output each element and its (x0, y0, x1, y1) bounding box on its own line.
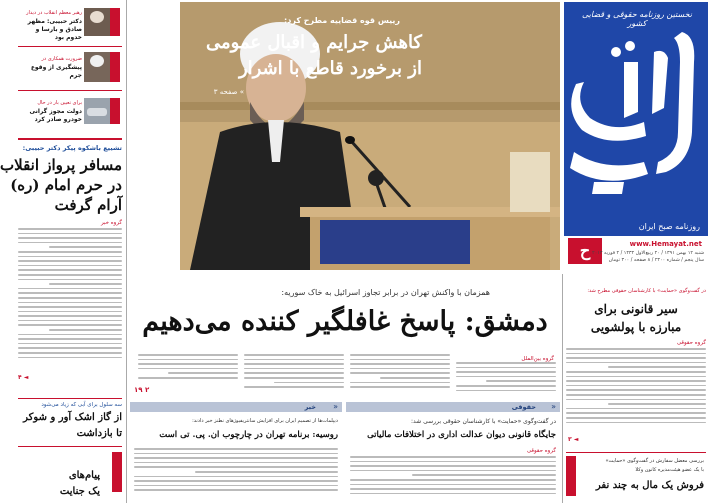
masthead (564, 2, 708, 260)
hero-headline-1[interactable]: کاهش جرایم و اقبال عمومی (206, 32, 422, 53)
left-story-more: ◄ ۴ (18, 374, 29, 381)
masthead-info (564, 236, 708, 270)
section-bar-left (130, 402, 342, 412)
teaser-1-badge (110, 8, 120, 36)
left-story-kicker: تشییع باشکوه پیکر دکتر حبیبی: (22, 144, 122, 152)
right-story1-headline-1[interactable]: سیر قانونی برای (594, 302, 678, 316)
teaser-3-title: دولت مجوز گرانی خودرو صادر کرد (29, 108, 82, 123)
main-kicker: همزمان با واکنش تهران در برابر تجاوز اسرائیل به خاک سوریه: (281, 288, 490, 297)
right-story2-badge (566, 456, 576, 496)
teaser-3[interactable] (16, 94, 124, 130)
section-bar-right (346, 402, 560, 412)
website[interactable]: www.Hemayat.net (629, 240, 702, 248)
left-bottom-badge (112, 452, 122, 492)
issue-line: سال پنجم / شماره ۲۳۰۰ / ۸ صفحه / ۳۰۰ تومان (608, 258, 704, 263)
teaser-2-kicker: ضرورت همکاری در (41, 56, 82, 62)
right-column (564, 278, 708, 503)
left-story-body (18, 228, 122, 372)
main-col-2 (350, 354, 450, 394)
main-page-ref[interactable]: ۲ ۱۹ (134, 386, 150, 394)
section-arrow-icon-left: « (333, 402, 338, 411)
section-arrow-icon: « (551, 402, 556, 411)
hero-kicker: رییس قوه قضاییه مطرح کرد: (284, 16, 400, 25)
sub-left-kicker: دیپلمات‌ها از تصمیم ایران برای افزایش سانتریفیوژهای نطنز خبر دادند: (192, 418, 338, 424)
sub-right-headline[interactable]: جایگاه قانونی دیوان عدالت اداری در اختلافات مالیاتی (367, 430, 556, 440)
teaser-1[interactable] (16, 6, 124, 44)
masthead-tagline: نخستین روزنامه حقوقی و قضایی کشور (581, 10, 693, 28)
right-story2-kicker: بررسی معضل سفارش در گفت‌وگوی «حمایت» (605, 458, 704, 464)
right-story1-kicker: در گفت‌وگوی «حمایت» با کارشناسان حقوقی مطرح شد: (587, 288, 706, 294)
red-logo-mark: ح (568, 238, 602, 264)
sub-right-kicker: در گفت‌وگوی «حمایت» با کارشناسان حقوقی بررسی شد: (411, 418, 556, 425)
left-story-label: گروه خبر (100, 220, 122, 226)
main-col-3 (244, 354, 344, 394)
sub-right-body (350, 456, 556, 502)
sub-story-left (130, 402, 342, 503)
right-story1-body (566, 348, 706, 434)
left-story-headline-2[interactable]: در حرم امام (ره) (10, 176, 122, 194)
teaser-3-kicker: برای تعیین بار در حال (37, 100, 82, 106)
main-byline: گروه بین‌الملل (521, 356, 554, 362)
teaser-1-photo (84, 8, 110, 36)
right-story1-headline-2[interactable]: مبارزه با پولشویی (590, 320, 682, 334)
teaser-2-photo (84, 52, 110, 82)
sub-right-label: گروه حقوقی (526, 448, 556, 454)
left-story-headline-1[interactable]: مسافر پرواز انقلاب (0, 156, 122, 174)
sub-left-headline[interactable]: روسیه: برنامه تهران در چارچوب ان. پی. تی است (159, 430, 338, 440)
sub-story-right (346, 402, 560, 503)
section-label-left: خبر (304, 403, 316, 411)
teaser-2-title: پیشگیری از وقوع جرم (30, 64, 82, 79)
teaser-2[interactable] (16, 50, 124, 86)
teaser-3-photo (84, 98, 110, 124)
masthead-logo (564, 22, 708, 212)
teaser-3-badge (110, 98, 120, 124)
teaser-1-kicker: رهبر معظم انقلاب در دیدار (26, 10, 82, 16)
right-story1-label: گروه حقوقی (676, 340, 706, 346)
date-line: شنبه ۱۲ بهمن ۱۳۹۱ / ۲۰ ربیع‌الاول ۱۴۳۴ / ۲ فوریه ۲۰۱۳ (592, 251, 704, 256)
hero-page-ref[interactable]: » صفحه ۳ (213, 88, 244, 96)
hero-headline-2[interactable]: از برخورد قاطع با اشرار (238, 58, 422, 79)
right-story2-headline[interactable]: فروش یک مال به چند نفر (595, 480, 704, 491)
left-bottom-box-1[interactable]: پیام‌های (68, 470, 100, 481)
teaser-1-title: دکتر حبیبی: مظهر صادق و بارسا و خدوم بود (27, 18, 82, 41)
left-bottom-kicker: سه سلول برای آبی که زیاد می‌شود (41, 402, 122, 408)
right-story1-more[interactable]: ◄ ۳ (568, 436, 579, 443)
sub-left-body (134, 448, 338, 502)
section-label-right: حقوقی (511, 403, 536, 411)
main-story (130, 274, 560, 402)
main-headline[interactable]: دمشق: پاسخ غافلگیر کننده می‌دهیم (142, 306, 548, 337)
masthead-subtitle: روزنامه صبح ایران (638, 222, 700, 231)
left-bottom-headline-1[interactable]: از گاز اشک آور و شوکر (23, 412, 122, 423)
right-story2-kicker-2: با یک عضو هیئت‌مدیره کانون وکلا (635, 467, 704, 473)
left-bottom-headline-2[interactable]: تا بازداشت (76, 428, 122, 439)
left-column (0, 2, 124, 503)
left-story-headline-3[interactable]: آرام گرفت (54, 196, 122, 214)
main-col-1 (456, 362, 556, 396)
left-bottom-box-2[interactable]: یک جنایت (59, 486, 100, 497)
teaser-2-badge (110, 52, 120, 82)
main-col-4 (138, 354, 238, 386)
hero-photo (180, 2, 560, 270)
